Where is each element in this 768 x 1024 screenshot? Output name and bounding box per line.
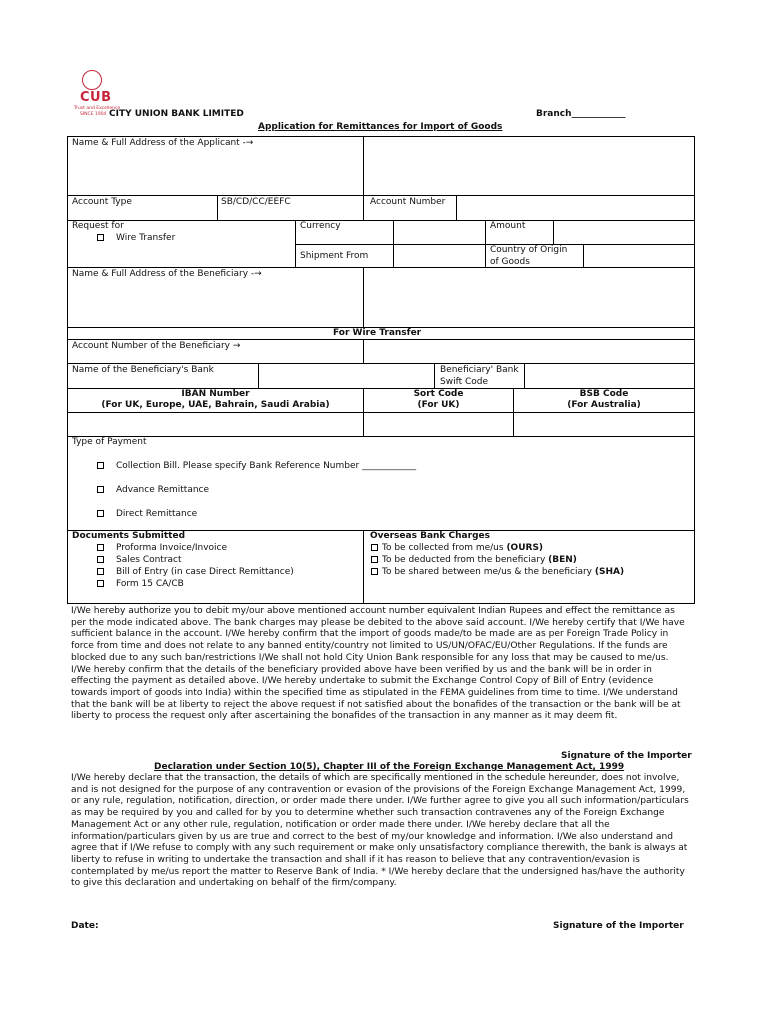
iban-subtitle: (For UK, Europe, UAE, Bahrain, Saudi Arabia): [101, 400, 330, 410]
bank-logo: [74, 70, 121, 120]
decl-line: agree that if I/We refuse to comply with any such requirement or make only unsatisfactory compliance therewith, the bank is always at: [71, 843, 688, 854]
country-origin-label-2: of Goods: [490, 257, 530, 267]
declaration-title: Declaration under Section 10(5), Chapter III of the Foreign Exchange Management Act, 1999: [154, 762, 625, 772]
decl-line: I/We hereby declare that the transaction, the details of which are specifically mentioned in the schedule hereunder, does not involve,: [71, 773, 680, 783]
shipment-label: Shipment From: [300, 251, 369, 261]
decl-line: Management Act or any other rule, regulation, notification or order made there under. I/We hereby declare that all the: [71, 819, 610, 830]
date-label: Date:: [71, 921, 99, 931]
charge-label: To be deducted from the beneficiary: [382, 555, 549, 565]
charge-code: (OURS): [506, 543, 544, 553]
applicant-name-label: Name & Full Address of the Applicant -→: [72, 138, 254, 148]
currency-input[interactable]: [393, 220, 486, 245]
iban-input[interactable]: [67, 412, 364, 437]
document-item[interactable]: [97, 567, 294, 578]
auth-line: per the mode indicated above. The bank charges may please be debited to the above said account. I/We hereby certify that I/We have: [71, 617, 685, 628]
document-item[interactable]: [97, 543, 227, 554]
auth-line: towards import of goods into India) within the specified time as stipulated in the FEMA guidelines from time to time. I/We understand: [71, 687, 678, 698]
document-item[interactable]: [97, 555, 182, 566]
documents-title: Documents Submitted: [72, 531, 186, 541]
wire-transfer-option[interactable]: [97, 233, 175, 244]
charge-option-ours[interactable]: [371, 543, 543, 554]
document-label: Proforma Invoice/Invoice: [116, 543, 228, 553]
logo-emblem-icon: [82, 70, 102, 90]
auth-line: liberty to process the request only after ascertaining the bonafides of the transaction in any manner as it may deem fit.: [71, 711, 618, 722]
auth-line: blocked due to any such ban/restrictions I/We shall not hold City Union Bank responsible for any loss that may be caused to me/us.: [71, 652, 669, 663]
document-checkbox[interactable]: [97, 544, 104, 551]
swift-label-1: Beneficiary' Bank: [440, 365, 519, 375]
decl-line: contemplated by me/us report the matter to Reserve Bank of India. * I/We hereby declare that the undersigned has/have the authority: [71, 866, 685, 877]
auth-line: that the bank will be at liberty to reject the above request if not satisfied about the bonafides of the transaction or the bank will be at: [71, 699, 681, 710]
collection-bill-label: Collection Bill. Please specify Bank Reference Number ____________: [116, 461, 417, 471]
charge-checkbox[interactable]: [371, 556, 378, 563]
sort-code-input[interactable]: [363, 412, 514, 437]
sort-title: Sort Code: [413, 389, 464, 399]
collection-bill-checkbox[interactable]: [97, 462, 104, 469]
currency-label: Currency: [300, 221, 341, 231]
bank-name: CITY UNION BANK LIMITED: [109, 109, 244, 119]
logo-tagline: Trust and Excellence: [74, 106, 121, 111]
amount-input[interactable]: [553, 220, 695, 245]
auth-line: effecting the payment as detailed above. I/We hereby undertake to submit the Exchange Control Copy of Bill of Entry (evidence: [71, 676, 654, 687]
document-label: Bill of Entry (in case Direct Remittance): [116, 567, 294, 577]
amount-label: Amount: [490, 221, 526, 231]
account-type-value: SB/CD/CC/EEFC: [221, 197, 291, 207]
charges-title: Overseas Bank Charges: [370, 531, 490, 541]
payment-option-collection[interactable]: [97, 461, 416, 472]
decl-line: and is not designed for the purpose of any contravention or evasion of the provisions of the Foreign Exchange Management Act, 1999,: [71, 784, 686, 795]
charge-label: To be collected from me/us: [382, 543, 507, 553]
footer-signature: Signature of the Importer: [553, 921, 684, 931]
auth-line: sufficient balance in the account. I/We hereby confirm that the import of goods made/to be made are as per Foreign Trade Policy in: [71, 629, 669, 640]
charge-label: To be shared between me/us & the beneficiary: [382, 567, 595, 577]
authorization-signature: Signature of the Importer: [561, 751, 692, 761]
swift-label-2: Swift Code: [440, 377, 489, 387]
swift-code-input[interactable]: [524, 363, 695, 389]
account-number-label: Account Number: [370, 197, 446, 207]
authorization-text: [71, 606, 695, 723]
auth-line: I/We hereby authorize you to debit my/our above mentioned account number equivalent Indian Rupees and effect the remittance as: [71, 606, 675, 616]
sort-subtitle: (For UK): [417, 400, 460, 410]
charge-code: (BEN): [548, 555, 577, 565]
country-origin-input[interactable]: [583, 244, 695, 268]
beneficiary-bank-label: Name of the Beneficiary's Bank: [72, 365, 214, 375]
beneficiary-address-input[interactable]: [363, 267, 695, 328]
beneficiary-name-label: Name & Full Address of the Beneficiary -→: [72, 269, 262, 279]
decl-line: liberty to refuse in writing to undertake the transaction and shall if it has reason to believe that any contravention/evasion is: [71, 854, 640, 865]
document-item[interactable]: [97, 579, 184, 590]
bsb-title: BSB Code: [579, 389, 629, 399]
logo-since: SINCE 1904: [80, 112, 107, 117]
direct-remittance-label: Direct Remittance: [116, 509, 198, 519]
direct-remittance-checkbox[interactable]: [97, 510, 104, 517]
decl-line: or any rule, regulation, notification, direction, or order made there under. I/We further agree to give you all such information/particulars: [71, 796, 689, 807]
document-checkbox[interactable]: [97, 556, 104, 563]
payment-type-label: Type of Payment: [72, 437, 147, 447]
auth-line: force from time and does not relate to any banned entity/country not limited to US/UN/OFAC/EU/Other Regulations. If the funds are: [71, 641, 668, 652]
document-label: Sales Contract: [116, 555, 182, 565]
applicant-address-input[interactable]: [363, 136, 695, 196]
bsb-subtitle: (For Australia): [567, 400, 641, 410]
shipment-input[interactable]: [393, 244, 486, 268]
branch-field: Branch____________: [536, 109, 626, 119]
request-label: Request for: [72, 221, 124, 231]
payment-option-direct[interactable]: [97, 509, 197, 520]
document-checkbox[interactable]: [97, 568, 104, 575]
account-type-label: Account Type: [72, 197, 132, 207]
payment-option-advance[interactable]: [97, 485, 209, 496]
decl-line: to give this declaration and undertaking on behalf of the firm/company.: [71, 878, 397, 889]
country-origin-label-1: Country of Origin: [490, 245, 568, 255]
charge-option-ben[interactable]: [371, 555, 577, 566]
charge-checkbox[interactable]: [371, 544, 378, 551]
charge-code: (SHA): [594, 567, 625, 577]
charge-checkbox[interactable]: [371, 568, 378, 575]
account-number-input[interactable]: [456, 195, 695, 221]
beneficiary-account-input[interactable]: [363, 339, 695, 364]
decl-line: as may be required by you and called for by you to determine whether such transaction contravenes any of the Foreign Exchange: [71, 808, 665, 819]
wire-transfer-label: Wire Transfer: [116, 233, 176, 243]
logo-text: CUB: [80, 90, 112, 105]
wire-transfer-section-title: For Wire Transfer: [333, 328, 422, 338]
advance-remittance-label: Advance Remittance: [116, 485, 210, 495]
charge-option-sha[interactable]: [371, 567, 624, 578]
declaration-text: [71, 773, 695, 890]
document-checkbox[interactable]: [97, 580, 104, 587]
form-title: Application for Remittances for Import of Goods: [258, 122, 503, 132]
wire-transfer-checkbox[interactable]: [97, 234, 104, 241]
iban-title: IBAN Number: [181, 389, 250, 399]
decl-line: information/particulars given by us are true and correct to the best of my/our knowledge and information. I/We also understand and: [71, 831, 673, 842]
advance-remittance-checkbox[interactable]: [97, 486, 104, 493]
bsb-code-input[interactable]: [513, 412, 695, 437]
beneficiary-account-label: Account Number of the Beneficiary →: [72, 341, 241, 351]
beneficiary-bank-input[interactable]: [258, 363, 435, 389]
auth-line: I/We hereby confirm that the details of the beneficiary provided above have been verified by us and the bank will be in order in: [71, 664, 652, 675]
document-label: Form 15 CA/CB: [116, 579, 184, 589]
